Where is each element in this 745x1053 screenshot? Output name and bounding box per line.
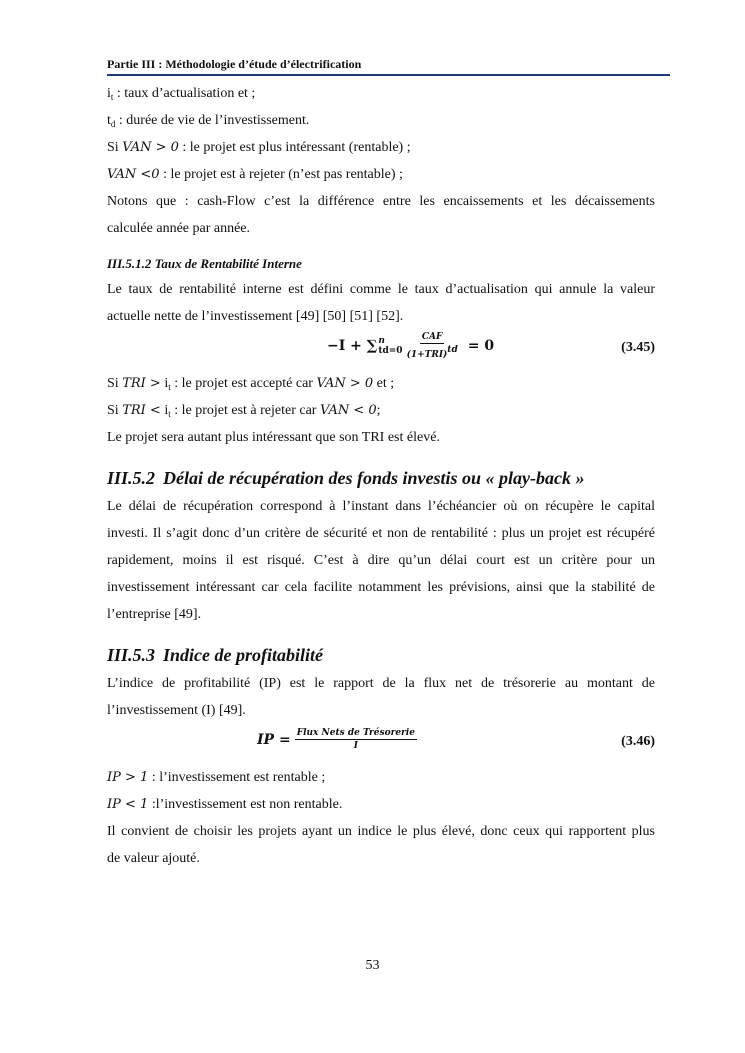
tri-paragraph-line: Le taux de rentabilité interne est défini comme le taux d’actualisation qui annule la valeur: [107, 282, 655, 297]
equation-tri-formula: −I + ∑ n td=0 $\frac{\text{CAF}}{\text{(1+TRI)td}}$ = 0: [327, 332, 495, 360]
payback-paragraph-line: investi. Il s’agit donc d’un critère de sécurité et non de rentabilité : plus un projet est récupéré: [107, 526, 655, 541]
ip-condition-non-rentable: IP < 1 :l’investissement est non rentable.: [107, 797, 343, 812]
cashflow-note-line: Notons que : cash-Flow c’est la différence entre les encaissements et les décaissements: [107, 194, 655, 209]
payback-paragraph-line: Le délai de récupération correspond à l’instant dans l’échéancier où on récupère le capital: [107, 499, 655, 514]
section-heading-ip: III.5.3 Indice de profitabilité: [107, 645, 323, 665]
fraction-flux: $\frac{\text{Flux Nets de Trésorerie}}{I}$: [296, 728, 415, 751]
payback-paragraph-line: investissement intéressant car cela facilite notamment les prévisions, ainsi que la stabilité de: [107, 580, 655, 595]
tri-conclusion: Le projet sera autant plus intéressant que son TRI est élevé.: [107, 430, 440, 445]
ip-condition-rentable: IP > 1 : l’investissement est rentable ;: [107, 770, 326, 785]
definition-td: $t_d$ : durée de vie de l’investissement.: [107, 113, 310, 129]
section-heading-payback: III.5.2 Délai de récupération des fonds investis ou « play-back »: [107, 468, 585, 488]
payback-paragraph-line: rapidement, moins il est risqué. C’est à dire qu’un délai court est un critère pour un: [107, 553, 655, 568]
fraction-caf: $\frac{\text{CAF}}{\text{(1+TRI)td}}$: [406, 332, 458, 360]
ip-paragraph-line: L’indice de profitabilité (IP) est le rapport de la flux net de trésorerie au montant de: [107, 676, 655, 691]
page-number: 53: [365, 958, 380, 973]
van-negative-rule: VAN <0 : le projet est à rejeter (n’est pas rentable) ;: [107, 167, 403, 182]
tri-condition-reject: Si TRI < $i_t$ : le projet est à rejeter car VAN < 0;: [107, 403, 381, 419]
equation-3-45: [107, 330, 655, 370]
section-heading-tri: III.5.1.2 Taux de Rentabilité Interne: [107, 256, 302, 271]
page-body: [107, 80, 655, 872]
running-header: Partie III : Méthodologie d’étude d’électrification: [107, 57, 670, 76]
equation-3-46: [107, 724, 655, 764]
ip-conclusion-line: Il convient de choisir les projets ayant un indice le plus élevé, donc ceux qui rapportent plus: [107, 824, 655, 839]
sum-limits: n td=0: [378, 336, 403, 356]
ip-paragraph-line: l’investissement (I) [49].: [107, 703, 246, 718]
van-positive-rule: Si VAN > 0 : le projet est plus intéressant (rentable) ;: [107, 140, 411, 155]
tri-condition-accept: Si TRI > $i_t$ : le projet est accepté car VAN > 0 et ;: [107, 376, 395, 392]
ip-conclusion-line: de valeur ajouté.: [107, 851, 200, 866]
equation-number: (3.46): [621, 734, 655, 749]
equation-ip-formula: IP = $\frac{\text{Flux Nets de Trésorerie}}{I}$: [257, 728, 415, 751]
definition-it: $i_t$ : taux d’actualisation et ;: [107, 86, 256, 102]
cashflow-note-line: calculée année par année.: [107, 221, 251, 236]
tri-paragraph-line: actuelle nette de l’investissement [49] [50] [51] [52].: [107, 309, 404, 324]
payback-paragraph-line: l’entreprise [49].: [107, 607, 202, 622]
equation-number: (3.45): [621, 340, 655, 355]
